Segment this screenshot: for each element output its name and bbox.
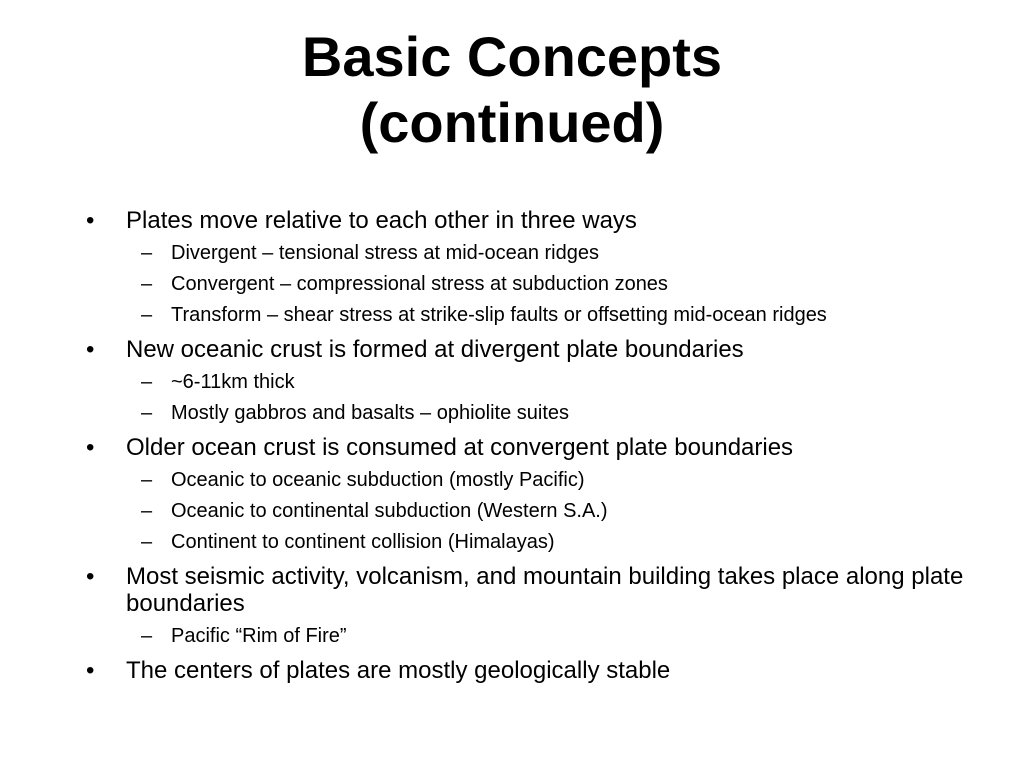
sub-bullet-item xyxy=(0,624,1024,648)
sub-bullet-item xyxy=(0,499,1024,523)
dash-marker: – xyxy=(141,242,153,264)
dash-marker: – xyxy=(141,469,153,491)
sub-bullet-text: Convergent – compressional stress at subduction zones xyxy=(171,273,668,295)
bullet-text: Most seismic activity, volcanism, and mountain building takes place along plate boundaries xyxy=(126,563,964,617)
sub-bullet-item xyxy=(0,530,1024,554)
sub-bullet-item xyxy=(0,468,1024,492)
bullet-marker: • xyxy=(86,434,95,461)
bullet-text: New oceanic crust is formed at divergent plate boundaries xyxy=(126,336,744,363)
bullet-item xyxy=(0,563,1024,617)
sub-bullet-item xyxy=(0,370,1024,394)
bullet-item xyxy=(0,434,1024,461)
dash-marker: – xyxy=(141,371,153,393)
bullet-item xyxy=(0,657,1024,684)
sub-bullet-item xyxy=(0,401,1024,425)
sub-bullet-text: Transform – shear stress at strike-slip faults or offsetting mid-ocean ridges xyxy=(171,304,827,326)
sub-bullet-item xyxy=(0,272,1024,296)
sub-bullet-text: Pacific “Rim of Fire” xyxy=(171,625,347,647)
bullet-text: The centers of plates are mostly geologically stable xyxy=(126,657,671,684)
bullet-marker: • xyxy=(86,336,95,363)
slide-title xyxy=(0,24,1024,156)
sub-bullet-text: Mostly gabbros and basalts – ophiolite suites xyxy=(171,402,570,424)
sub-bullet-text: Continent to continent collision (Himalayas) xyxy=(171,531,555,553)
sub-bullet-text: ~6-11km thick xyxy=(171,371,295,393)
dash-marker: – xyxy=(141,500,153,522)
sub-bullet-text: Divergent – tensional stress at mid-ocean ridges xyxy=(171,242,599,264)
dash-marker: – xyxy=(141,625,153,647)
dash-marker: – xyxy=(141,531,153,553)
slide-title-line-1: Basic Concepts xyxy=(301,25,723,88)
slide-title-line-2: (continued) xyxy=(359,91,665,154)
bullet-text: Plates move relative to each other in three ways xyxy=(126,207,637,234)
bullet-list xyxy=(0,203,1024,684)
bullet-marker: • xyxy=(86,563,95,590)
dash-marker: – xyxy=(141,402,153,424)
bullet-item xyxy=(0,207,1024,234)
bullet-marker: • xyxy=(86,207,95,234)
sub-bullet-text: Oceanic to continental subduction (Western S.A.) xyxy=(171,500,608,522)
dash-marker: – xyxy=(141,273,153,295)
sub-bullet-item xyxy=(0,303,1024,327)
dash-marker: – xyxy=(141,304,153,326)
bullet-text: Older ocean crust is consumed at convergent plate boundaries xyxy=(126,434,794,461)
sub-bullet-item xyxy=(0,241,1024,265)
bullet-marker: • xyxy=(86,657,95,684)
bullet-item xyxy=(0,336,1024,363)
sub-bullet-text: Oceanic to oceanic subduction (mostly Pacific) xyxy=(171,469,585,491)
